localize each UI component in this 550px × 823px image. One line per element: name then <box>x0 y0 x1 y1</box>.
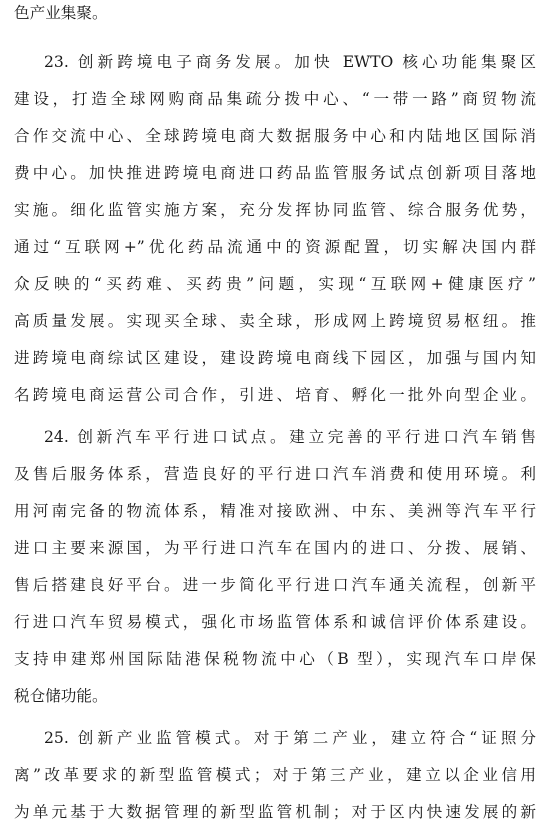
text-line: 为单元基于大数据管理的新型监管机制；对于区内快速发展的新 <box>14 803 536 821</box>
text-line: 众反映的“买药难、买药贵”问题，实现“互联网+健康医疗” <box>14 275 536 293</box>
text-line: 行进口汽车贸易模式，强化市场监管体系和诚信评价体系建设。 <box>14 613 536 631</box>
text-line: 用河南完备的物流体系，精准对接欧洲、中东、美洲等汽车平行 <box>14 502 536 520</box>
text-line: 离”改革要求的新型监管模式；对于第三产业，建立以企业信用 <box>14 766 536 784</box>
text-line: 售后搭建良好平台。进一步简化平行进口汽车通关流程，创新平 <box>14 576 536 594</box>
text-line: 实施。细化监管实施方案，充分发挥协同监管、综合服务优势， <box>14 201 536 219</box>
text-line: 建设，打造全球网购商品集疏分拨中心、“一带一路”商贸物流 <box>14 90 536 108</box>
text-line: 税仓储功能。 <box>14 687 108 705</box>
paragraph-24-heading-line: 24. 创新汽车平行进口试点。建立完善的平行进口汽车销售 <box>44 428 536 446</box>
text-line: 色产业集聚。 <box>14 4 108 22</box>
text-line: 支持申建郑州国际陆港保税物流中心（B 型），实现汽车口岸保 <box>14 650 536 668</box>
text-line: 费中心。加快推进跨境电商进口药品监管服务试点创新项目落地 <box>14 164 536 182</box>
text-line: 通过“互联网+”优化药品流通中的资源配置，切实解决国内群 <box>14 238 536 256</box>
text-line: 进跨境电商综试区建设，建设跨境电商线下园区，加强与国内知 <box>14 349 536 367</box>
text-line: 进口主要来源国，为平行进口汽车在国内的进口、分拨、展销、 <box>14 539 536 557</box>
paragraph-23-heading-line: 23. 创新跨境电子商务发展。加快 EWTO 核心功能集聚区 <box>44 53 536 71</box>
paragraph-25-heading-line: 25. 创新产业监管模式。对于第二产业，建立符合“证照分 <box>44 729 536 747</box>
text-line: 合作交流中心、全球跨境电商大数据服务中心和内陆地区国际消 <box>14 127 536 145</box>
text-line: 及售后服务体系，营造良好的平行进口汽车消费和使用环境。利 <box>14 465 536 483</box>
text-line: 名跨境电商运营公司合作，引进、培育、孵化一批外向型企业。 <box>14 386 536 404</box>
text-line: 高质量发展。实现买全球、卖全球，形成网上跨境贸易枢纽。推 <box>14 312 536 330</box>
